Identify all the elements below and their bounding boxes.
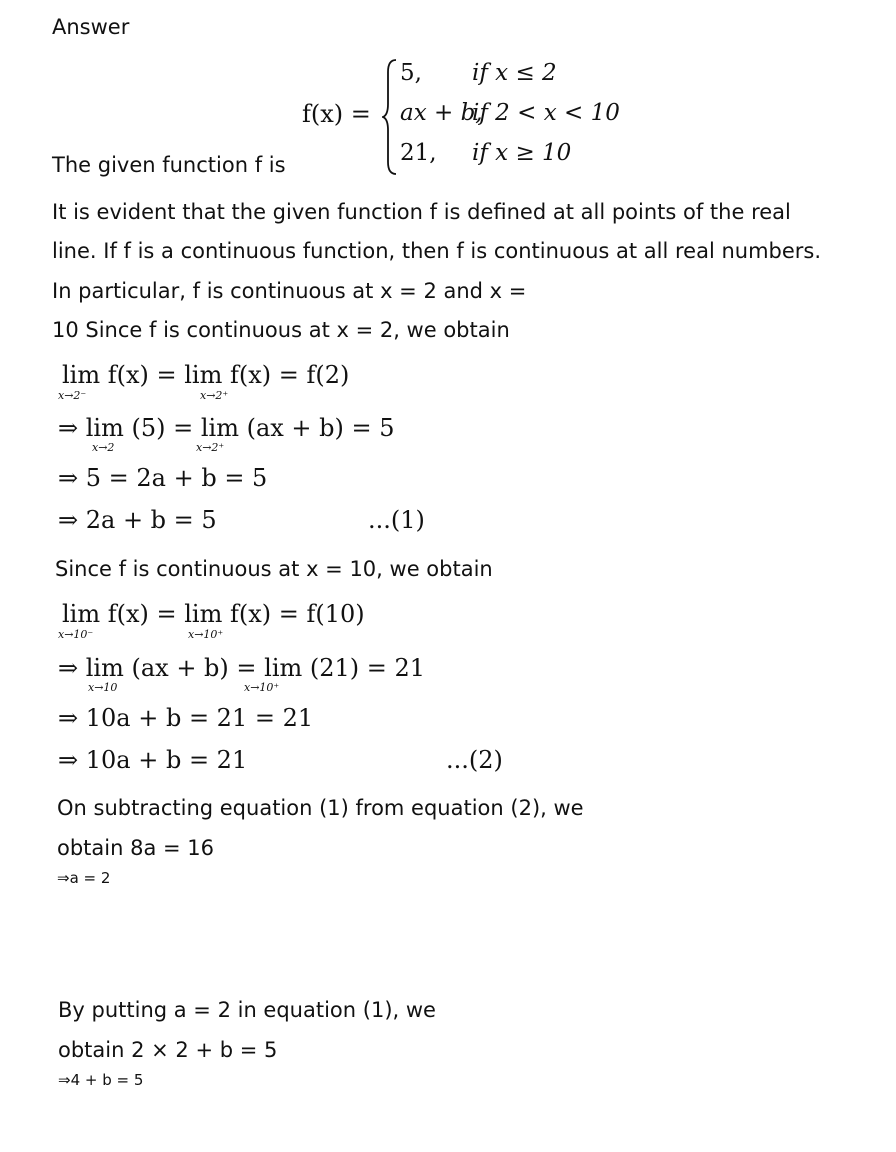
eq10-line2: ⇒ lim (ax + b) = lim (21) = 21 bbox=[58, 654, 426, 682]
piecewise-lhs: f(x) = bbox=[302, 100, 371, 128]
case3-condition: if x ≥ 10 bbox=[472, 140, 572, 166]
para3-line2: obtain 8a = 16 bbox=[57, 836, 214, 860]
case1-value: 5, bbox=[400, 60, 422, 86]
heading-answer: Answer bbox=[52, 15, 130, 39]
para1-line2: line. If f is a continuous function, then f is continuous at all real numbers. bbox=[52, 239, 822, 263]
eq2-tag: ...(1) bbox=[368, 506, 425, 534]
case1-condition: if x ≤ 2 bbox=[472, 60, 557, 86]
eq10-line4: ⇒ 10a + b = 21 bbox=[58, 746, 248, 774]
eq2-line2-sub2: x→2⁺ bbox=[196, 441, 225, 454]
eq2-line2-sub1: x→2 bbox=[92, 441, 115, 454]
eq2-line1-sub2: x→2⁺ bbox=[200, 389, 229, 402]
eq10-line3: ⇒ 10a + b = 21 = 21 bbox=[58, 704, 314, 732]
eq2-line2: ⇒ lim (5) = lim (ax + b) = 5 bbox=[58, 414, 395, 442]
eq10-line1: lim f(x) = lim f(x) = f(10) bbox=[62, 600, 365, 628]
eq2-line1-sub1: x→2⁻ bbox=[58, 389, 87, 402]
eq10-line1-sub2: x→10⁺ bbox=[188, 628, 224, 641]
para4-line1: By putting a = 2 in equation (1), we bbox=[58, 998, 436, 1022]
para1-line1: It is evident that the given function f is defined at all points of the real bbox=[52, 200, 791, 224]
left-brace-icon bbox=[382, 58, 398, 176]
case2-condition: if 2 < x < 10 bbox=[472, 100, 620, 126]
eq2-line3: ⇒ 5 = 2a + b = 5 bbox=[58, 464, 268, 492]
eq2-line1: lim f(x) = lim f(x) = f(2) bbox=[62, 361, 350, 389]
para1-line3: In particular, f is continuous at x = 2 and x = bbox=[52, 279, 527, 303]
para1-line4: 10 Since f is continuous at x = 2, we obtain bbox=[52, 318, 510, 342]
eq10-line1-sub1: x→10⁻ bbox=[58, 628, 94, 641]
given-function-label: The given function f is bbox=[52, 153, 286, 177]
para3-line1: On subtracting equation (1) from equation (2), we bbox=[57, 796, 584, 820]
result-b: ⇒4 + b = 5 bbox=[58, 1071, 144, 1089]
case2-value: ax + b, bbox=[400, 100, 483, 126]
eq10-tag: ...(2) bbox=[446, 746, 503, 774]
case3-value: 21, bbox=[400, 140, 437, 166]
eq10-line2-sub1: x→10 bbox=[88, 681, 118, 694]
para2: Since f is continuous at x = 10, we obtain bbox=[55, 557, 493, 581]
para4-line2: obtain 2 × 2 + b = 5 bbox=[58, 1038, 278, 1062]
eq2-line4: ⇒ 2a + b = 5 bbox=[58, 506, 217, 534]
result-a: ⇒a = 2 bbox=[57, 869, 111, 887]
eq10-line2-sub2: x→10⁺ bbox=[244, 681, 280, 694]
